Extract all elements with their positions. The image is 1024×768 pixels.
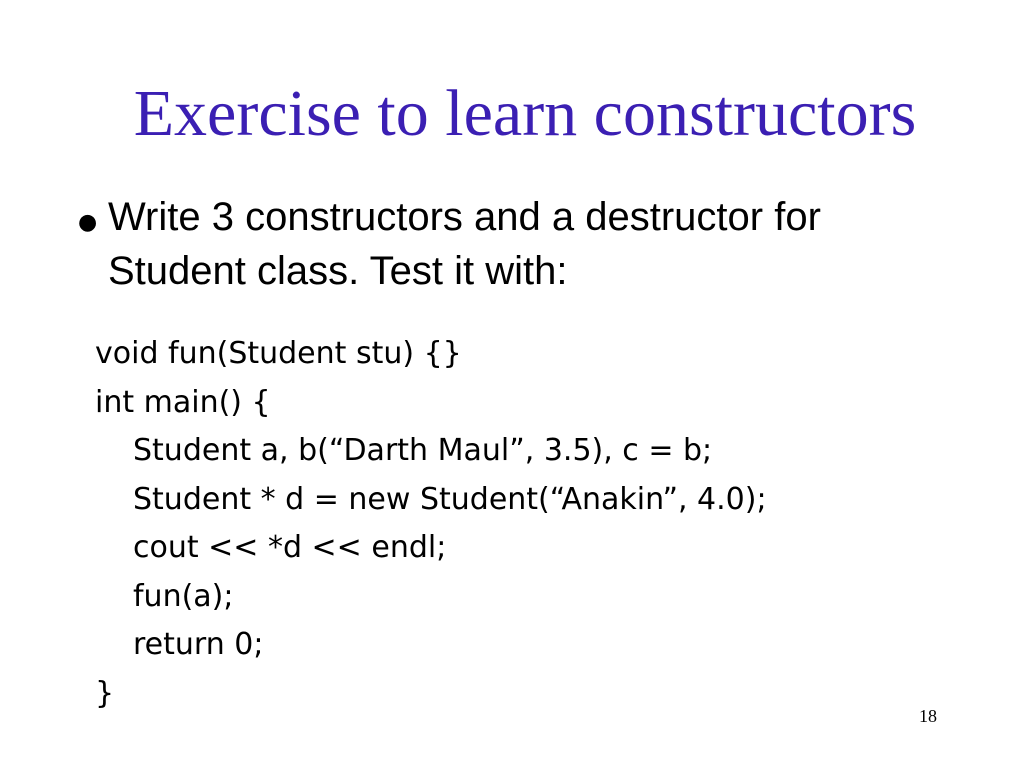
slide-title: Exercise to learn constructors [133,77,917,150]
code-block [95,330,975,718]
bullet-text: Write 3 constructors and a destructor for Student class. Test it with: [108,195,821,293]
code-line: cout << *d << endl; [133,530,447,565]
code-line: void fun(Student stu) {} [95,336,462,371]
code-line: fun(a); [133,578,234,614]
code-line: int main() { [95,384,271,420]
bullet-dot-icon: ● [78,210,98,235]
code-line: return 0; [133,627,264,662]
code-line: Student * d = new Student(“Anakin”, 4.0); [133,481,767,517]
code-line: } [95,675,115,711]
page-number: 18 [919,706,937,726]
code-line: Student a, b(“Darth Maul”, 3.5), c = b; [133,433,713,468]
